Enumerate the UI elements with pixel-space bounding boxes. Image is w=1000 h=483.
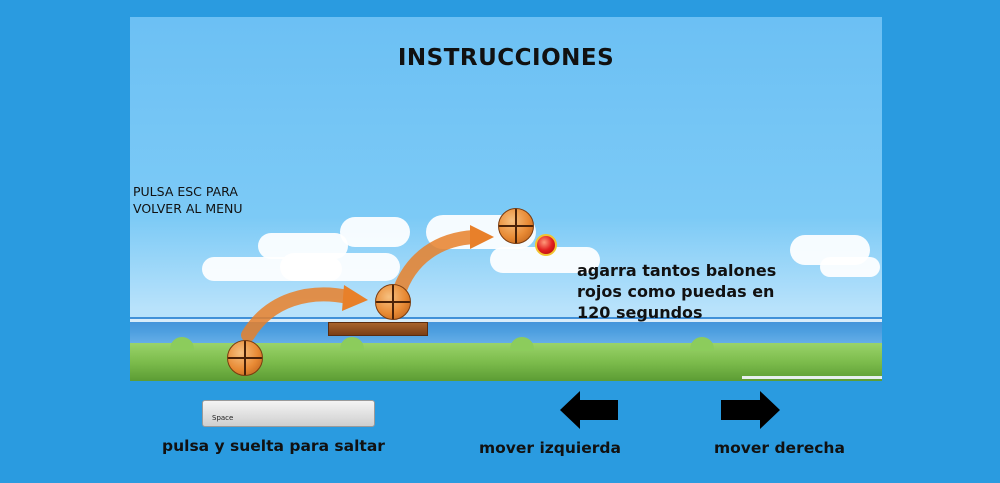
arrow-right-icon [718,390,780,430]
jump-arrow-head [470,225,494,249]
goal-text [577,260,817,323]
red-ball [535,234,557,256]
arrow-left-icon [560,390,622,430]
wooden-platform [328,322,428,336]
jump-label: pulsa y suelta para saltar [162,437,385,455]
basketball [375,284,411,320]
move-right-label: mover derecha [714,439,845,457]
page-title: INSTRUCCIONES [397,45,615,71]
goal-line: agarra tantos balones [577,261,777,280]
esc-hint-line: PULSA ESC PARA [133,184,238,199]
goal-line: 120 segundos [577,303,703,322]
basketball [227,340,263,376]
space-key-icon: Space [202,400,375,427]
esc-hint-line: VOLVER AL MENU [133,201,243,216]
move-left-label: mover izquierda [479,439,621,457]
jump-arrow [398,237,474,295]
esc-hint [133,183,293,217]
jump-arrow-head [342,285,368,311]
goal-line: rojos como puedas en [577,282,775,301]
basketball [498,208,534,244]
instructions-scene [130,17,882,381]
